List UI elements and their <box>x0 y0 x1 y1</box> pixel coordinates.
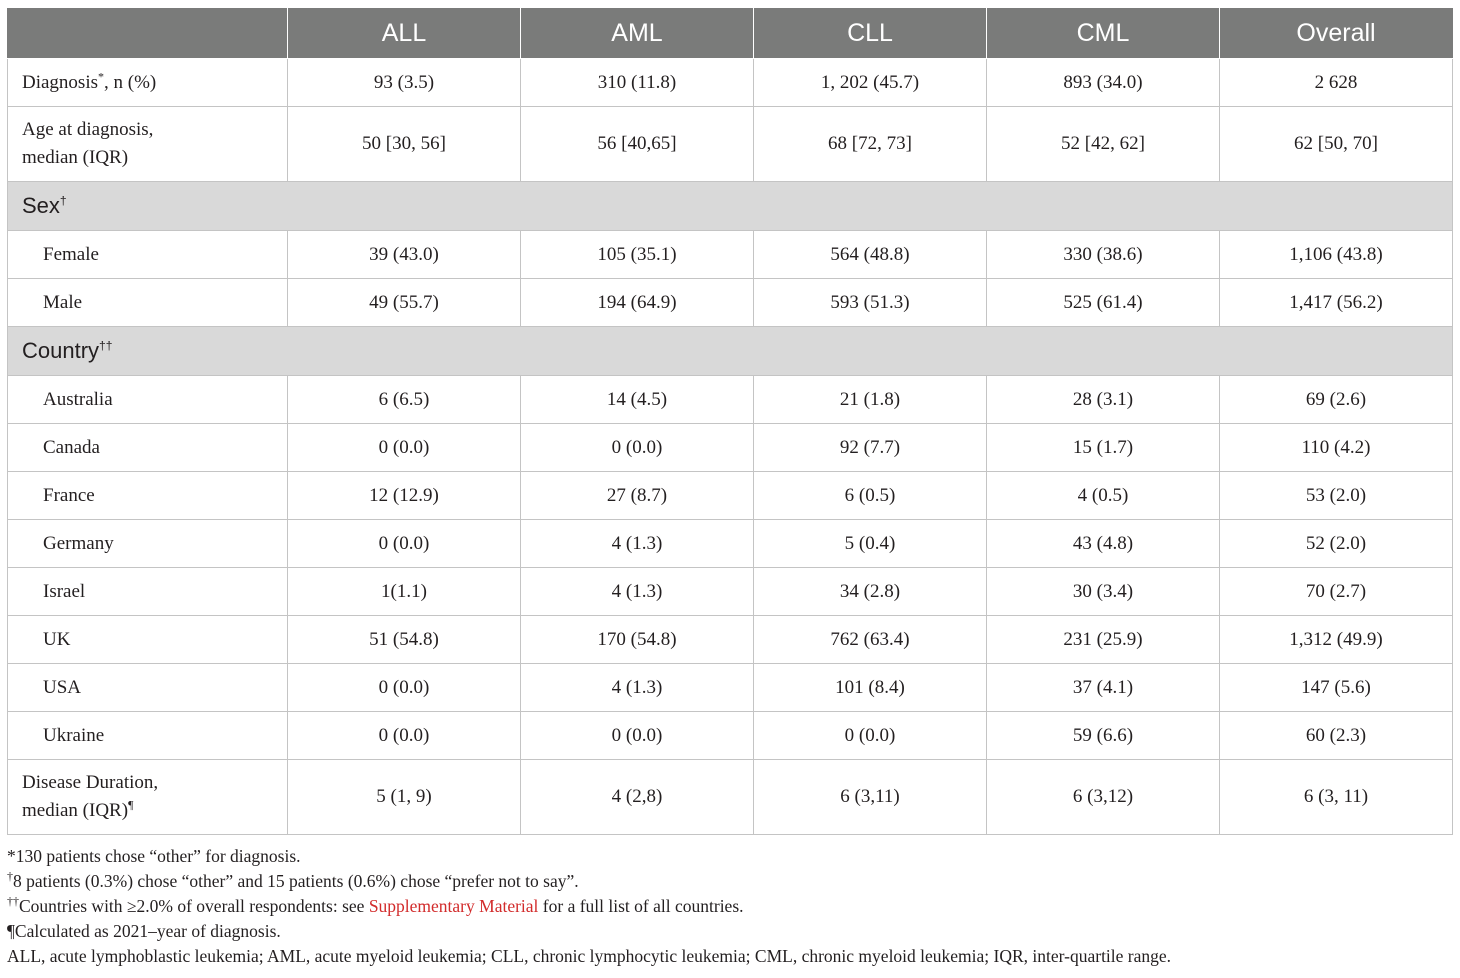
table-cell: 4 (1.3) <box>521 568 754 616</box>
footnote-duration: ¶Calculated as 2021–year of diagnosis. <box>7 921 281 941</box>
table-cell: 50 [30, 56] <box>288 107 521 182</box>
row-label-line: median (IQR) <box>22 147 129 168</box>
table-cell: 0 (0.0) <box>521 712 754 760</box>
table-row <box>8 616 1453 664</box>
row-label-line: Age at diagnosis, <box>22 119 154 140</box>
table-cell: 43 (4.8) <box>987 520 1220 568</box>
table-cell: 39 (43.0) <box>288 231 521 279</box>
table-cell: 1,312 (49.9) <box>1220 616 1453 664</box>
table-row <box>8 520 1453 568</box>
table-cell: 105 (35.1) <box>521 231 754 279</box>
table-cell: 69 (2.6) <box>1220 376 1453 424</box>
table-cell: 14 (4.5) <box>521 376 754 424</box>
table-cell: 59 (6.6) <box>987 712 1220 760</box>
table-cell: 56 [40,65] <box>521 107 754 182</box>
table-cell: 0 (0.0) <box>521 424 754 472</box>
table-cell: 6 (6.5) <box>288 376 521 424</box>
table-cell: 93 (3.5) <box>288 59 521 107</box>
header-cll: CLL <box>754 8 987 59</box>
table-cell: 0 (0.0) <box>288 520 521 568</box>
table-cell: 0 (0.0) <box>754 712 987 760</box>
table-cell: 4 (1.3) <box>521 520 754 568</box>
table-row <box>8 231 1453 279</box>
table-footnotes <box>7 844 1453 969</box>
footnote-text: 8 patients (0.3%) chose “other” and 15 patients (0.6%) chose “prefer not to say”. <box>13 871 579 891</box>
table-cell: 34 (2.8) <box>754 568 987 616</box>
footnote-mark: † <box>59 193 67 208</box>
row-label-line-with-mark <box>22 797 287 825</box>
header-overall: Overall <box>1220 8 1453 59</box>
table-cell: 1, 202 (45.7) <box>754 59 987 107</box>
table-cell: 6 (3,12) <box>987 760 1220 835</box>
row-label-country: Canada <box>8 424 288 472</box>
table-cell: 12 (12.9) <box>288 472 521 520</box>
footnote-mark: †† <box>99 338 113 353</box>
row-label-duration <box>8 760 288 835</box>
table-cell: 0 (0.0) <box>288 664 521 712</box>
table-row <box>8 472 1453 520</box>
section-label: Sex <box>22 193 60 218</box>
footnote-diagnosis: *130 patients chose “other” for diagnosis. <box>7 846 301 866</box>
table-cell: 62 [50, 70] <box>1220 107 1453 182</box>
table-cell: 110 (4.2) <box>1220 424 1453 472</box>
table-container <box>7 8 1453 969</box>
table-row <box>8 568 1453 616</box>
table-cell: 28 (3.1) <box>987 376 1220 424</box>
table-cell: 53 (2.0) <box>1220 472 1453 520</box>
table-cell: 92 (7.7) <box>754 424 987 472</box>
row-label-country: France <box>8 472 288 520</box>
table-cell: 2 628 <box>1220 59 1453 107</box>
section-row-sex <box>8 182 1453 231</box>
row-label-line: Disease Duration, <box>22 772 159 793</box>
table-cell: 4 (0.5) <box>987 472 1220 520</box>
row-label-age <box>8 107 288 182</box>
table-row <box>8 376 1453 424</box>
footnote-country <box>7 894 1453 919</box>
table-cell: 52 (2.0) <box>1220 520 1453 568</box>
table-cell: 52 [42, 62] <box>987 107 1220 182</box>
table-cell: 70 (2.7) <box>1220 568 1453 616</box>
footnote-mark: † <box>7 869 13 884</box>
table-cell: 0 (0.0) <box>288 424 521 472</box>
row-label-female: Female <box>8 231 288 279</box>
patient-characteristics-table <box>7 8 1453 835</box>
table-row <box>8 664 1453 712</box>
table-cell: 1,106 (43.8) <box>1220 231 1453 279</box>
table-cell: 330 (38.6) <box>987 231 1220 279</box>
row-label-text: Diagnosis <box>22 71 98 93</box>
table-cell: 6 (3, 11) <box>1220 760 1453 835</box>
row-label-country: Australia <box>8 376 288 424</box>
table-cell: 1(1.1) <box>288 568 521 616</box>
table-cell: 762 (63.4) <box>754 616 987 664</box>
header-row <box>8 8 1453 59</box>
row-label-diagnosis <box>8 59 288 107</box>
table-row <box>8 279 1453 327</box>
table-cell: 49 (55.7) <box>288 279 521 327</box>
row-label-country: Ukraine <box>8 712 288 760</box>
row-label-suffix: , n (%) <box>104 71 157 93</box>
table-cell: 60 (2.3) <box>1220 712 1453 760</box>
table-cell: 231 (25.9) <box>987 616 1220 664</box>
row-label-country: UK <box>8 616 288 664</box>
table-cell: 27 (8.7) <box>521 472 754 520</box>
table-cell: 6 (0.5) <box>754 472 987 520</box>
table-row <box>8 424 1453 472</box>
footnote-text: Countries with ≥2.0% of overall respondents: see <box>19 896 369 916</box>
table-cell: 4 (1.3) <box>521 664 754 712</box>
table-cell: 30 (3.4) <box>987 568 1220 616</box>
footnote-mark: * <box>98 69 104 84</box>
footnote-sex <box>7 869 1453 894</box>
table-cell: 593 (51.3) <box>754 279 987 327</box>
table-row <box>8 107 1453 182</box>
row-label-text: median (IQR) <box>22 800 129 821</box>
table-cell: 564 (48.8) <box>754 231 987 279</box>
table-cell: 5 (0.4) <box>754 520 987 568</box>
table-cell: 0 (0.0) <box>288 712 521 760</box>
section-label: Country <box>22 338 100 363</box>
footnote-mark: ¶ <box>128 797 134 812</box>
table-cell: 21 (1.8) <box>754 376 987 424</box>
table-row <box>8 712 1453 760</box>
table-row <box>8 760 1453 835</box>
row-label-male: Male <box>8 279 288 327</box>
table-cell: 147 (5.6) <box>1220 664 1453 712</box>
table-cell: 51 (54.8) <box>288 616 521 664</box>
header-cml: CML <box>987 8 1220 59</box>
table-cell: 310 (11.8) <box>521 59 754 107</box>
footnote-mark: †† <box>7 894 19 909</box>
table-cell: 15 (1.7) <box>987 424 1220 472</box>
table-cell: 6 (3,11) <box>754 760 987 835</box>
table-row <box>8 59 1453 107</box>
table-cell: 1,417 (56.2) <box>1220 279 1453 327</box>
row-label-country: USA <box>8 664 288 712</box>
table-cell: 101 (8.4) <box>754 664 987 712</box>
footnote-text: for a full list of all countries. <box>538 896 744 916</box>
header-aml: AML <box>521 8 754 59</box>
table-cell: 525 (61.4) <box>987 279 1220 327</box>
row-label-country: Germany <box>8 520 288 568</box>
table-cell: 194 (64.9) <box>521 279 754 327</box>
section-header-sex <box>8 182 1453 231</box>
table-cell: 5 (1, 9) <box>288 760 521 835</box>
section-header-country <box>8 327 1453 376</box>
row-label-country: Israel <box>8 568 288 616</box>
table-cell: 893 (34.0) <box>987 59 1220 107</box>
header-all: ALL <box>288 8 521 59</box>
section-row-country <box>8 327 1453 376</box>
footnote-abbreviations: ALL, acute lymphoblastic leukemia; AML, acute myeloid leukemia; CLL, chronic lymphocytic leukemia; CML, chronic myeloid leukemia; IQR, inter-quartile range. <box>7 946 1172 966</box>
table-cell: 170 (54.8) <box>521 616 754 664</box>
supplementary-material-link[interactable]: Supplementary Material <box>368 896 539 916</box>
table-cell: 68 [72, 73] <box>754 107 987 182</box>
header-blank <box>8 8 288 59</box>
table-cell: 4 (2,8) <box>521 760 754 835</box>
table-cell: 37 (4.1) <box>987 664 1220 712</box>
